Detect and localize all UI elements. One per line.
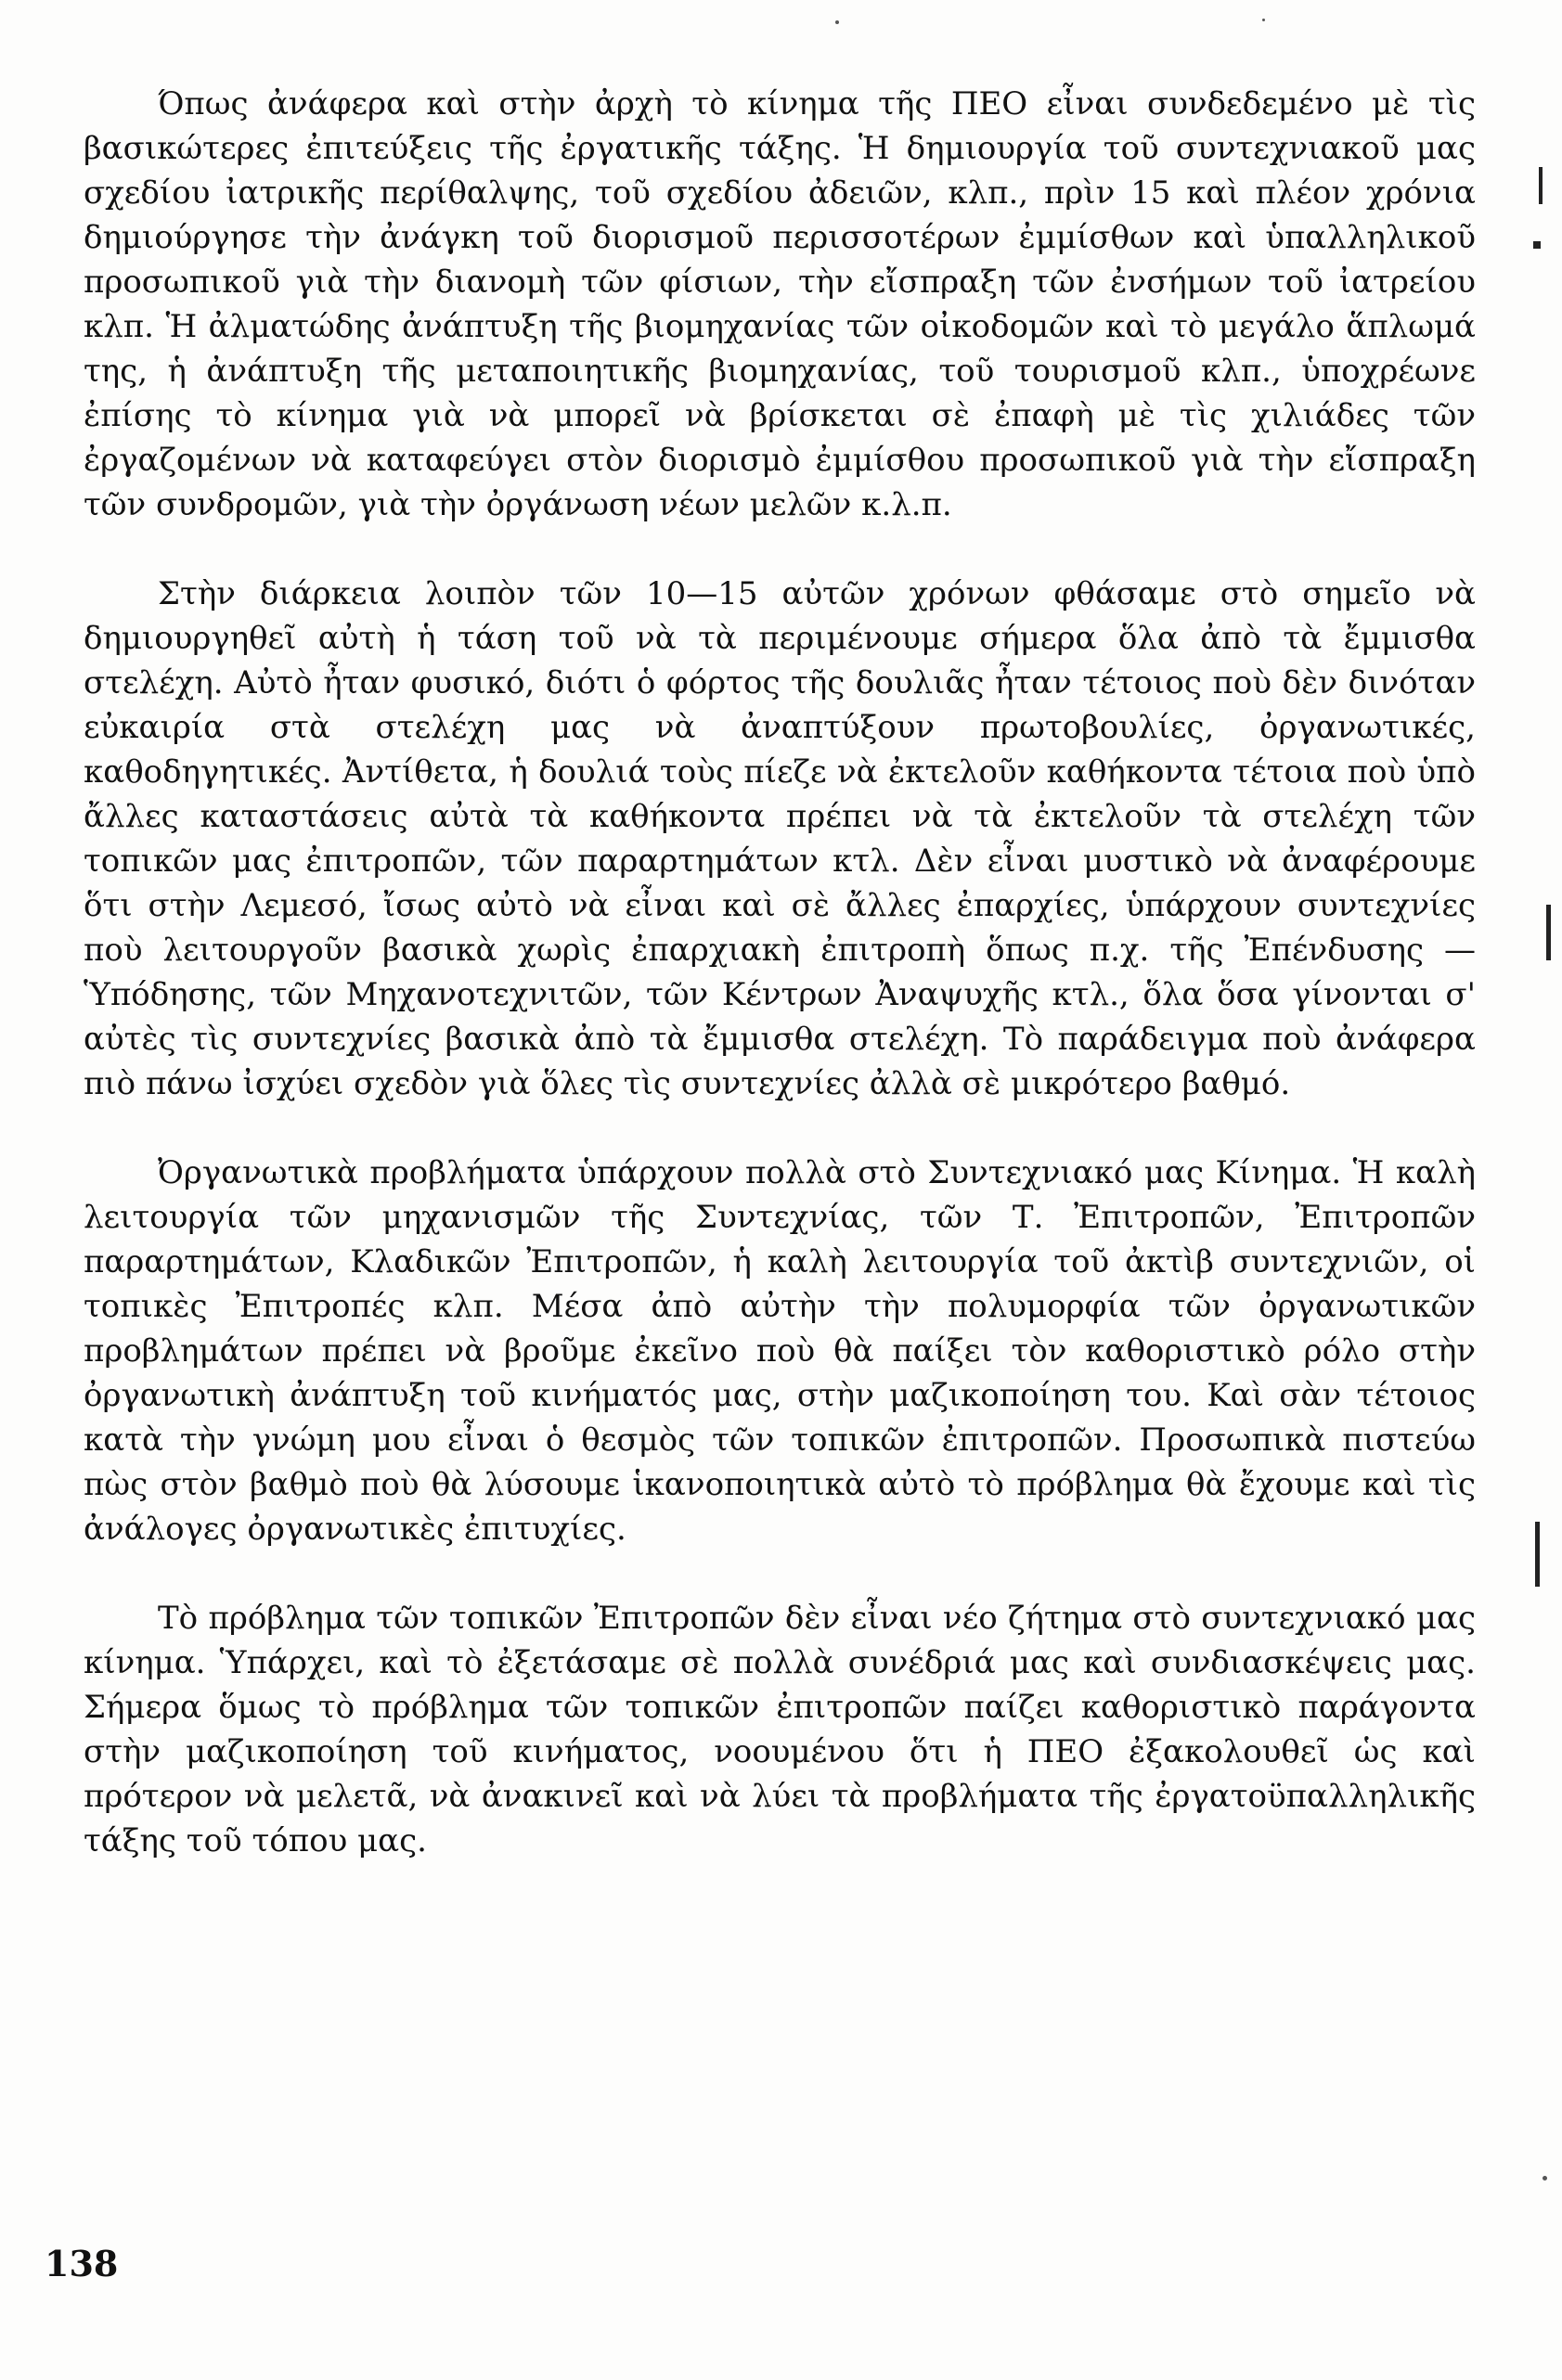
paragraph-3: Ὀργανωτικὰ προβλήματα ὑπάρχουν πολλὰ στὸ Συντεχνιακό μας Κίνημα. Ἡ καλὴ λειτουργία τῶν μηχανισμῶν τῆς Συντεχνίας, τῶν Τ. Ἐπιτροπῶν, Ἐπιτροπῶν παραρτημάτων, Κλαδικῶν Ἐπιτροπῶν, ἡ καλὴ λειτουργία τοῦ ἀκτὶβ συντεχνιῶν, οἱ τοπικὲς Ἐπιτροπές κλπ. Μέσα ἀπὸ αὐτὴν τὴν πολυμορφία τῶν ὀργανωτικῶν προβλημάτων πρέπει νὰ βροῦμε ἐκεῖνο ποὺ θὰ παίξει τὸν καθοριστικὸ ρόλο στὴν ὀργανωτικὴ ἀνάπτυξη τοῦ κινήματός μας, στὴν μαζικοποίηση του. Καὶ σὰν τέτοιος κατὰ τὴν γνώμη μου εἶναι ὁ θεσμὸς τῶν τοπικῶν ἐπιτροπῶν. Προσωπικὰ πιστεύω πὼς στὸν βαθμὸ ποὺ θὰ λύσουμε ἱκανοποιητικὰ αὐτὸ τὸ πρόβλημα θὰ ἔχουμε καὶ τὶς ἀνάλογες ὀργανωτικὲς ἐπιτυχίες. <box>84 1154 1476 1548</box>
scan-speck <box>1543 2176 1547 2181</box>
body-text <box>84 82 1476 1863</box>
scan-speck <box>1262 19 1265 21</box>
scan-edge-mark <box>1535 1522 1540 1587</box>
scan-edge-mark <box>1546 905 1551 960</box>
paragraph-1: Όπως ἀνάφερα καὶ στὴν ἀρχὴ τὸ κίνημα τῆς ΠΕΟ εἶναι συνδεδεμένο μὲ τὶς βασικώτερες ἐπιτεύξεις τῆς ἐργατικῆς τάξης. Ἡ δημιουργία τοῦ συντεχνιακοῦ μας σχεδίου ἰατρικῆς περίθαλψης, τοῦ σχεδίου ἀδειῶν, κλπ., πρὶν 15 καὶ πλέον χρόνια δημιούργησε τὴν ἀνάγκη τοῦ διορισμοῦ περισσοτέρων ἐμμίσθων καὶ ὑπαλληλικοῦ προσωπικοῦ γιὰ τὴν διανομὴ τῶν φίσιων, τὴν εἴσπραξη τῶν ἐνσήμων τοῦ ἰατρείου κλπ. Ἡ ἀλματώδης ἀνάπτυξη τῆς βιομηχανίας τῶν οἰκοδομῶν καὶ τὸ μεγάλο ἅπλωμά της, ἡ ἀνάπτυξη τῆς μεταποιητικῆς βιομηχανίας, τοῦ τουρισμοῦ κλπ., ὑποχρέωνε ἐπίσης τὸ κίνημα γιὰ νὰ μπορεῖ νὰ βρίσκεται σὲ ἐπαφὴ μὲ τὶς χιλιάδες τῶν ἐργαζομένων νὰ καταφεύγει στὸν διορισμὸ ἐμμίσθου προσωπικοῦ γιὰ τὴν εἴσπραξη τῶν συνδρομῶν, γιὰ τὴν ὀργάνωση νέων μελῶν κ.λ.π. <box>84 85 1476 523</box>
paragraph-2: Στὴν διάρκεια λοιπὸν τῶν 10—15 αὐτῶν χρόνων φθάσαμε στὸ σημεῖο νὰ δημιουργηθεῖ αὐτὴ ἡ τάση τοῦ νὰ τὰ περιμένουμε σήμερα ὅλα ἀπὸ τὰ ἔμμισθα στελέχη. Αὐτὸ ἦταν φυσικό, διότι ὁ φόρτος τῆς δουλιᾶς ἦταν τέτοιος ποὺ δὲν δινόταν εὐκαιρία στὰ στελέχη μας νὰ ἀναπτύξουν πρωτοβουλίες, ὀργανωτικές, καθοδηγητικές. Ἀντίθετα, ἡ δουλιά τοὺς πίεζε νὰ ἐκτελοῦν καθήκοντα τέτοια ποὺ ὑπὸ ἄλλες καταστάσεις αὐτὰ τὰ καθήκοντα πρέπει νὰ τὰ ἐκτελοῦν τὰ στελέχη τῶν τοπικῶν μας ἐπιτροπῶν, τῶν παραρτημάτων κτλ. Δὲν εἶναι μυστικὸ νὰ ἀναφέρουμε ὅτι στὴν Λεμεσό, ἴσως αὐτὸ νὰ εἶναι καὶ σὲ ἄλλες ἐπαρχίες, ὑπάρχουν συντεχνίες ποὺ λειτουργοῦν βασικὰ χωρὶς ἐπαρχιακὴ ἐπιτροπὴ ὅπως π.χ. τῆς Ἐπένδυσης — Ὑπόδησης, τῶν Μηχανοτεχνιτῶν, τῶν Κέντρων Ἀναψυχῆς κτλ., ὅλα ὅσα γίνονται σ' αὐτὲς τὶς συντεχνίες βασικὰ ἀπὸ τὰ ἔμμισθα στελέχη. Τὸ παράδειγμα ποὺ ἀνάφερα πιὸ πάνω ἰσχύει σχεδὸν γιὰ ὅλες τὶς συντεχνίες ἀλλὰ σὲ μικρότερο βαθμό. <box>84 575 1476 1102</box>
page-number: 138 <box>45 2243 119 2284</box>
scan-edge-mark <box>1539 167 1543 204</box>
paragraph-4: Τὸ πρόβλημα τῶν τοπικῶν Ἐπιτροπῶν δὲν εἶναι νέο ζήτημα στὸ συντεχνιακό μας κίνημα. Ὑπάρχει, καὶ τὸ ἐξετάσαμε σὲ πολλὰ συνέδριά μας καὶ συνδιασκέψεις μας. Σήμερα ὅμως τὸ πρόβλημα τῶν τοπικῶν ἐπιτροπῶν παίζει καθοριστικὸ παράγοντα στὴν μαζικοποίηση τοῦ κινήματος, νοουμένου ὅτι ἡ ΠΕΟ ἐξακολουθεῖ ὡς καὶ πρότερον νὰ μελετᾶ, νὰ ἀνακινεῖ καὶ νὰ λύει τὰ προβλήματα τῆς ἐργατοϋπαλληλικῆς τάξης τοῦ τόπου μας. <box>84 1600 1476 1859</box>
scan-speck <box>835 20 839 24</box>
scan-edge-mark <box>1533 241 1541 249</box>
